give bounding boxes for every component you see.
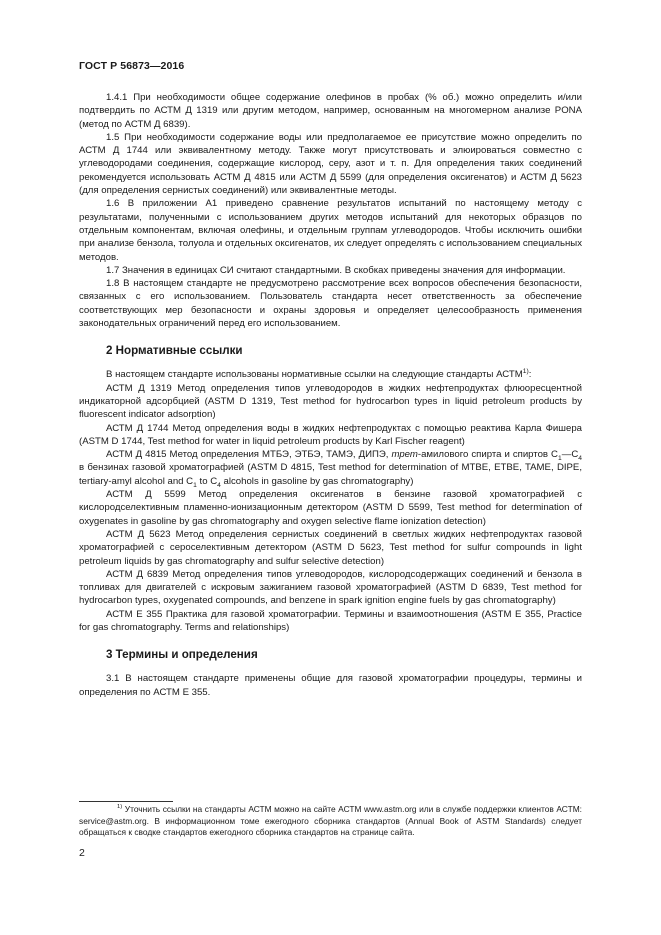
ref3-italic: трет — [391, 449, 418, 461]
footnote-text: Уточнить ссылки на стандарты АСТМ можно на сайте АСТМ www.astm.org или в службе поддержки клиентов АСТМ: service@astm.org. В информационном томе ежегодного сборника стандартов (Annual Book of ASTM Standards) следует обращаться к сводке стандартов ежегодного сборника стандартов на странице сайта. — [79, 804, 582, 837]
section-2-heading: 2 Нормативные ссылки — [106, 344, 243, 358]
ref3-sub2: 4 — [578, 455, 582, 463]
ref3-sub1: 1 — [557, 455, 562, 463]
reference-astm-e355: АСТМ Е 355 Практика для газовой хроматографии. Термины и взаимоотношения (ASTM E 355, Practice for gas chromatography. Terms and relationships) — [79, 608, 582, 633]
ref3-part5: в бензинах газовой хроматографией (ASTM D 4815, Test method for determination of MTBE, ETBE, TAME, DIPE, tertiary-amyl alcohol and C — [79, 462, 582, 487]
footnote-mark: 1) — [117, 804, 123, 811]
document-header: ГОСТ Р 56873—2016 — [79, 60, 185, 72]
reference-astm-d5623: АСТМ Д 5623 Метод определения сернистых соединений в светлых жидких нефтепродуктах газовой хроматографией с сероселективным детектором (ASTM D 5623, Test method for sulfur compounds in light petroleum liquids by gas chromatography and sulfur selective detection) — [79, 528, 582, 567]
reference-astm-d5599: АСТМ Д 5599 Метод определения оксигенатов в бензине газовой хроматографией с кислородселективным пламенно-ионизационным детектором (ASTM D 5599, Test method for determination of oxygenates in gasoline by gas chromatography and oxygen selective flame ionization detection) — [79, 489, 582, 527]
paragraph-1-8: 1.8 В настоящем стандарте не предусмотрено рассмотрение всех вопросов обеспечения безопасности, связанных с его использованием. Пользователь стандарта несет ответственность за обеспечение соответствующих мер безопасности и охраны здоровья и определяет целесообразность применения законодательных ограничений перед его использованием. — [79, 278, 582, 330]
intro-text: В настоящем стандарте использованы нормативные ссылки на следующие стандарты АСТМ — [106, 369, 523, 381]
intro-colon: : — [528, 369, 532, 381]
page-number: 2 — [79, 847, 85, 859]
ref3-part1: АСТМ Д 4815 Метод определения МТБЭ, ЭТБЭ, ТАМЭ, ДИПЭ, — [106, 449, 392, 461]
ref3-part4: —С — [561, 449, 579, 461]
paragraph-1-5: 1.5 При необходимости содержание воды или предполагаемое ее присутствие можно определить по АСТМ Д 1744 или эквивалентному методу. Также могут присутствовать и элюироваться совместно с углеводородами соединения, содержащие кислород, серу, азот и т. п. Для определения таких соединений рекомендуется использовать АСТМ Д 4815 или АСТМ Д 5599 (для определения оксигенатов) и АСТМ Д 5623 (для определения сернистых соединений) или эквивалентные методы. — [79, 131, 582, 197]
reference-astm-d6839: АСТМ Д 6839 Метод определения типов углеводородов, кислородсодержащих соединений и бензола в топливах для двигателей с искровым зажиганием газовой хроматографией (ASTM D 6839, Test method for hydrocarbon types, oxygenated compounds, and benzene in spark ignition engine fuels by gas chromatography) — [79, 568, 582, 607]
ref3-part6: to C — [196, 475, 218, 487]
section-2-intro — [79, 368, 582, 381]
paragraph-1-6: 1.6 В приложении А1 приведено сравнение результатов испытаний по настоящему методу с результатами, полученными с использованием других методов испытаний для некоторых образцов по отдельным компонентам, включая олефины, и отдельным группам углеводородов. Чтобы исключить ошибки при анализе бензола, толуола и отдельных оксигенатов, их следует определять с использованием специальных методов. — [79, 198, 582, 263]
paragraph-1-7: 1.7 Значения в единицах СИ считают стандартными. В скобках приведены значения для информации. — [106, 264, 566, 276]
ref3-sub4: 4 — [217, 481, 221, 489]
paragraph-1-4-1: 1.4.1 При необходимости общее содержание олефинов в пробах (% об.) можно определить и/или подтвердить по АСТМ Д 1319 или другим методом, например, основанным на многомерном анализе PONA (метод по АСТМ Д 6839). — [79, 92, 582, 130]
reference-astm-d1319: АСТМ Д 1319 Метод определения типов углеводородов в жидких нефтепродуктах флюоресцентной индикаторной адсорбцией (ASTM D 1319, Test method for hydrocarbon types in liquid petroleum products by fluorescent indicator adsorption) — [79, 382, 582, 421]
ref3-part3: -амилового спирта и спиртов С — [417, 449, 558, 461]
footnote — [79, 804, 582, 839]
reference-astm-d1744: АСТМ Д 1744 Метод определения воды в жидких нефтепродуктах с помощью реактива Карла Фишера (ASTM D 1744, Test method for water in liquid petroleum products by Karl Fischer reagent) — [79, 422, 582, 447]
footnote-ref: 1) — [522, 368, 529, 376]
reference-astm-d4815 — [79, 448, 582, 488]
ref3-part7: alcohols in gasoline by gas chromatography) — [220, 475, 414, 487]
paragraph-3-1: 3.1 В настоящем стандарте применены общие для газовой хроматографии процедуры, термины и определения по АСТМ Е 355. — [79, 673, 582, 698]
footnote-divider — [79, 801, 173, 802]
ref3-sub3: 1 — [193, 481, 197, 489]
section-3-heading: 3 Термины и определения — [106, 648, 258, 662]
page-content — [79, 91, 582, 699]
